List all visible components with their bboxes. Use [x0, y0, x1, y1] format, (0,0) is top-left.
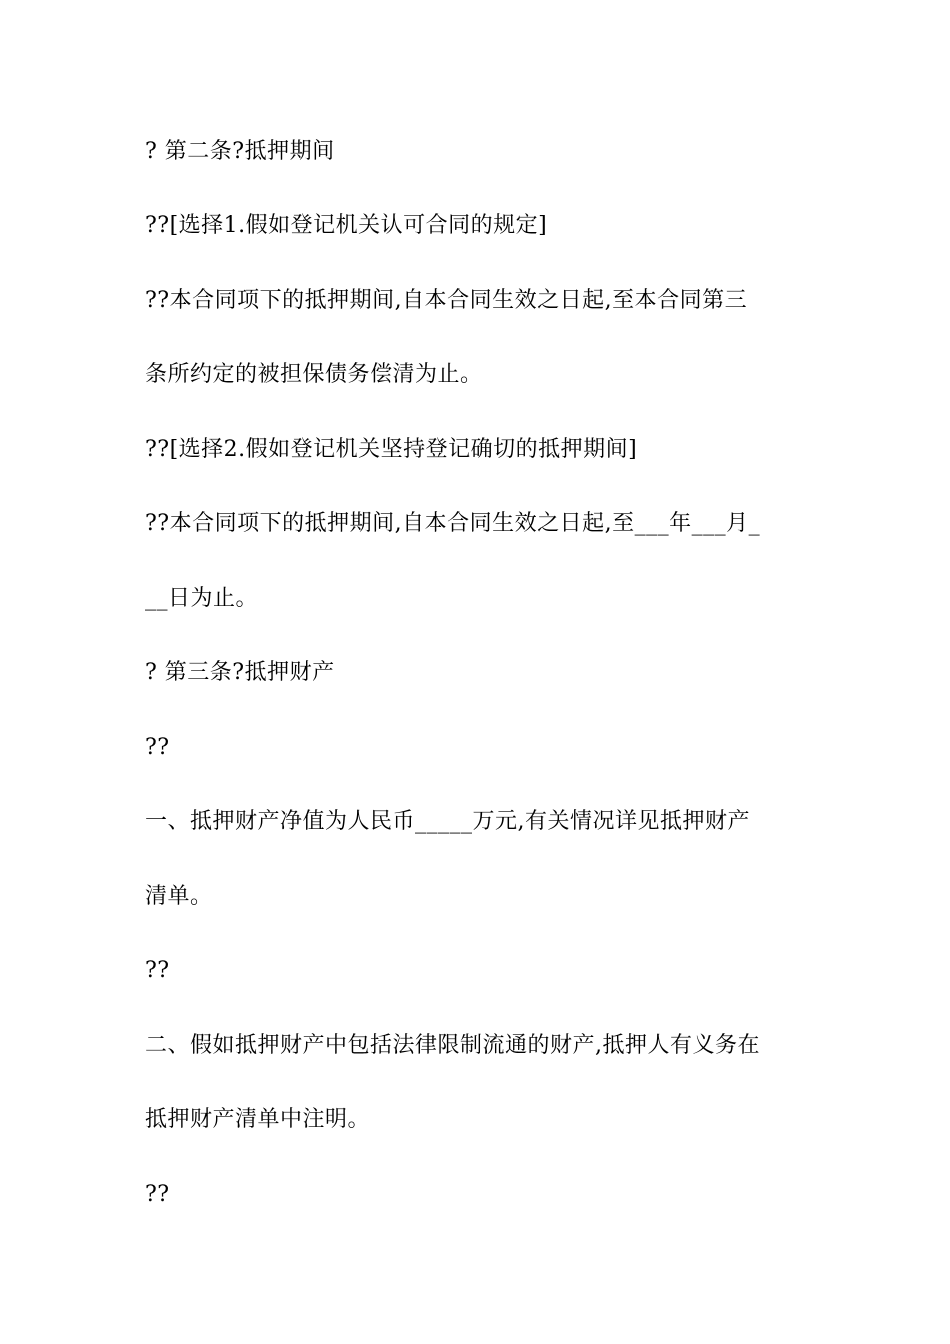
clause-1-line-1: 一、抵押财产净值为人民币_____万元,有关情况详见抵押财产	[145, 809, 750, 834]
clause-1-line-2: 清单。	[145, 884, 213, 909]
option-1-paragraph-line-2: 条所约定的被担保债务偿清为止。	[145, 362, 483, 387]
option-2-paragraph-line-2: __日为止。	[145, 586, 259, 611]
placeholder-line-3: ??	[145, 1182, 170, 1207]
placeholder-line-2: ??	[145, 958, 170, 983]
option-1-heading: ??[选择1.假如登记机关认可合同的规定]	[145, 213, 548, 238]
clause-2-line-1: 二、假如抵押财产中包括法律限制流通的财产,抵押人有义务在	[145, 1033, 760, 1058]
option-2-paragraph-line-1: ??本合同项下的抵押期间,自本合同生效之日起,至___年___月_	[145, 511, 761, 536]
option-2-heading: ??[选择2.假如登记机关坚持登记确切的抵押期间]	[145, 437, 638, 462]
placeholder-line-1: ??	[145, 735, 170, 760]
article-2-heading: ? 第二条?抵押期间	[145, 139, 335, 164]
clause-2-line-2: 抵押财产清单中注明。	[145, 1107, 371, 1132]
article-3-heading: ? 第三条?抵押财产	[145, 660, 335, 685]
option-1-paragraph-line-1: ??本合同项下的抵押期间,自本合同生效之日起,至本合同第三	[145, 288, 748, 313]
